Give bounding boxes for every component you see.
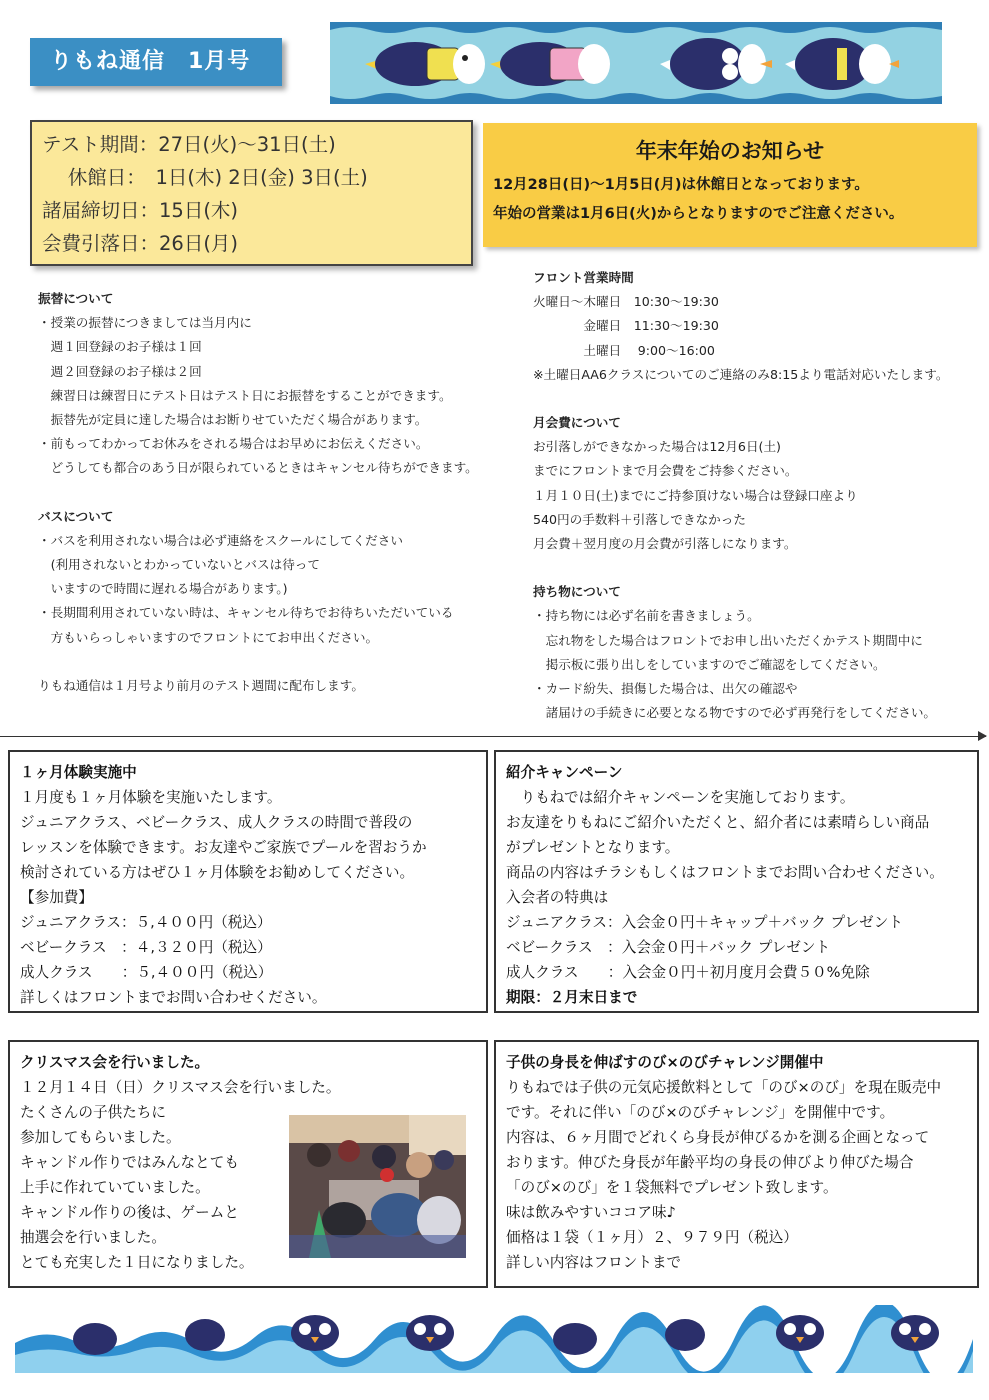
info-line: 諸届けの手続きに必要となる物ですので必ず再発行をしてください。 [533, 705, 936, 721]
arrow-right-icon [978, 731, 987, 741]
top-banner-illustration [330, 22, 942, 104]
monthly-fee-heading: 月会費について [533, 415, 621, 431]
box-line: とても充実した１日になりました。 [20, 1254, 254, 1271]
test-period-box [30, 120, 473, 266]
box-line: レッスンを体験できます。お友達やご家族でプールを習おうか [20, 839, 427, 856]
info-line: 忘れ物をした場合はフロントでお申し出いただくかテスト期間中に [533, 632, 923, 648]
box-line: 成人クラス ：入会金０円＋初月度月会費５０%免除 [506, 964, 870, 981]
test-period-line: テスト期間：27日(火)〜31日(土) [42, 133, 336, 156]
info-line: 火曜日〜木曜日 10:30〜19:30 [533, 294, 719, 310]
box-line: １月度も１ヶ月体験を実施いたします。 [20, 789, 282, 806]
box-line: 内容は、６ヶ月間でどれくら身長が伸びるかを測る企画となって [506, 1129, 930, 1146]
info-line: ・カード紛失、損傷した場合は、出欠の確認や [533, 681, 798, 697]
info-line: 土曜日 9:00〜16:00 [533, 342, 715, 358]
growth-heading: 子供の身長を伸ばすのび×のびチャレンジ開催中 [506, 1054, 824, 1071]
box-line: 検討されている方はぜひ１ヶ月体験をお勧めしてください。 [20, 864, 415, 881]
left-info-column [38, 287, 488, 698]
info-line: 週１回登録のお子様は１回 [38, 339, 202, 355]
box-line: ジュニアクラス：５,４００円（税込） [20, 914, 272, 931]
box-line: ジュニアクラス、ベビークラス、成人クラスの時間で普段の [20, 814, 413, 831]
closed-days-line: 休館日： 1日(木) 2日(金) 3日(土) [42, 166, 368, 189]
bus-heading: バスについて [38, 508, 114, 524]
box-line: 「のび×のび」を１袋無料でプレゼント致します。 [506, 1179, 838, 1196]
box-line: 入会者の特典は [506, 889, 609, 906]
holiday-notice-line: 12月28日(日)〜1月5日(月)は休館日となっております。 [493, 177, 869, 193]
box-line: がプレゼントとなります。 [506, 839, 680, 856]
box-line: 価格は１袋（１ヶ月）２、９７９円（税込） [506, 1229, 798, 1246]
box-line: ベビークラス ：入会金０円＋バック プレゼント [506, 939, 831, 956]
box-line: 商品の内容はチラシもしくはフロントまでお問い合わせください。 [506, 864, 944, 881]
info-line: 方もいらっしゃいますのでフロントにてお申出ください。 [38, 629, 379, 645]
info-line: 月会費＋翌月度の月会費が引落しになります。 [533, 536, 797, 552]
penguin-swimmers-icon [330, 22, 942, 104]
box-line: りもねでは紹介キャンペーンを実施しております。 [506, 789, 855, 806]
info-line: ・持ち物には必ず名前を書きましょう。 [533, 608, 760, 624]
box-line: りもねでは子供の元気応援飲料として「のび×のび」を現在販売中 [506, 1079, 942, 1096]
info-line: ・授業の振替につきましては当月内に [38, 315, 252, 331]
info-line: ※土曜日AA6クラスについてのご連絡のみ8:15より電話対応いたします。 [533, 366, 949, 382]
info-line: どうしても都合のあう日が限られているときはキャンセル待ちができます。 [38, 460, 478, 476]
box-line: 詳しい内容はフロントまで [506, 1254, 682, 1271]
box-line: 抽選会を行いました。 [20, 1229, 166, 1246]
box-line: 味は飲みやすいココア味♪ [506, 1204, 676, 1221]
box-line: です。それに伴い「のび×のびチャレンジ」を開催中です。 [506, 1104, 895, 1121]
holiday-notice-title: 年末年始のお知らせ [635, 139, 825, 163]
info-line: １月１０日(土)までにご持参頂けない場合は登録口座より [533, 487, 858, 503]
box-line: おります。伸びた身長が年齢平均の身長の伸びより伸びた場合 [506, 1154, 914, 1171]
box-line: お友達をりもねにご紹介いただくと、紹介者には素晴らしい商品 [506, 814, 930, 831]
box-line: ベビークラス ：４,３２０円（税込） [20, 939, 272, 956]
info-line: 週２回登録のお子様は２回 [38, 363, 202, 379]
info-line: までにフロントまで月会費をご持参ください。 [533, 463, 798, 479]
christmas-party-photo [289, 1115, 466, 1258]
holiday-notice-box [483, 123, 977, 247]
transfer-heading: 振替について [38, 291, 114, 306]
info-line: 振替先が定員に達した場合はお断りせていただく場合があります。 [38, 412, 428, 428]
growth-challenge-box [494, 1040, 979, 1288]
box-line: 【参加費】 [20, 889, 93, 906]
info-line: ・長期間利用されていない時は、キャンセル待ちでお待ちいただいている [38, 605, 454, 621]
box-line: 参加してもらいました。 [20, 1129, 181, 1146]
wave-penguins-icon [15, 1305, 973, 1373]
info-line: お引落しができなかった場合は12月6日(土) [533, 439, 781, 455]
box-line: キャンドル作りの後は、ゲームと [20, 1204, 239, 1221]
info-line: いますので時間に遅れる場合があります。) [38, 581, 288, 597]
info-line: ・前もってわかってお休みをされる場合はお早めにお伝えください。 [38, 436, 429, 452]
box-line: たくさんの子供たちに [20, 1104, 166, 1121]
holiday-notice-line: 年始の営業は1月6日(火)からとなりますのでご注意ください。 [493, 206, 904, 222]
front-hours-heading: フロント営業時間 [533, 270, 634, 285]
info-line: 540円の手数料＋引落しできなかった [533, 511, 746, 527]
section-divider [0, 736, 986, 737]
referral-deadline: 期限：２月末日まで [506, 989, 638, 1006]
bottom-wave-banner [15, 1305, 973, 1373]
box-line: ジュニアクラス：入会金０円＋キャップ＋バック プレゼント [506, 914, 903, 931]
distribution-note: りもね通信は１月号より前月のテスト週間に配布します。 [38, 677, 364, 693]
belongings-heading: 持ち物について [533, 584, 621, 600]
trial-campaign-box [8, 750, 488, 1013]
box-line: 詳しくはフロントまでお問い合わせください。 [20, 989, 327, 1006]
referral-heading: 紹介キャンペーン [506, 764, 623, 781]
info-line: ・バスを利用されない場合は必ず連絡をスクールにしてください [38, 532, 403, 548]
box-line: 成人クラス ：５,４００円（税込） [20, 964, 273, 981]
right-info-column [533, 266, 973, 725]
page-title: りもね通信 1月号 [30, 38, 282, 86]
referral-campaign-box [494, 750, 979, 1013]
info-line: 掲示板に張り出しをしていますのでご確認をしてください。 [533, 656, 886, 672]
trial-heading: １ヶ月体験実施中 [20, 764, 137, 781]
fee-withdrawal-line: 会費引落日：26日(月) [42, 232, 239, 255]
christmas-heading: クリスマス会を行いました。 [20, 1054, 210, 1071]
info-line: (利用されないとわかっていないとバスは待って [38, 557, 320, 573]
box-line: 上手に作れていていました。 [20, 1179, 210, 1196]
info-line: 金曜日 11:30〜19:30 [533, 318, 719, 334]
submission-deadline-line: 諸届締切日：15日(木) [42, 199, 239, 222]
info-line: 練習日は練習日にテスト日はテスト日にお振替をすることができます。 [38, 387, 452, 403]
box-line: キャンドル作りではみんなとても [20, 1154, 239, 1171]
box-line: １２月１４日（日）クリスマス会を行いました。 [20, 1079, 341, 1096]
